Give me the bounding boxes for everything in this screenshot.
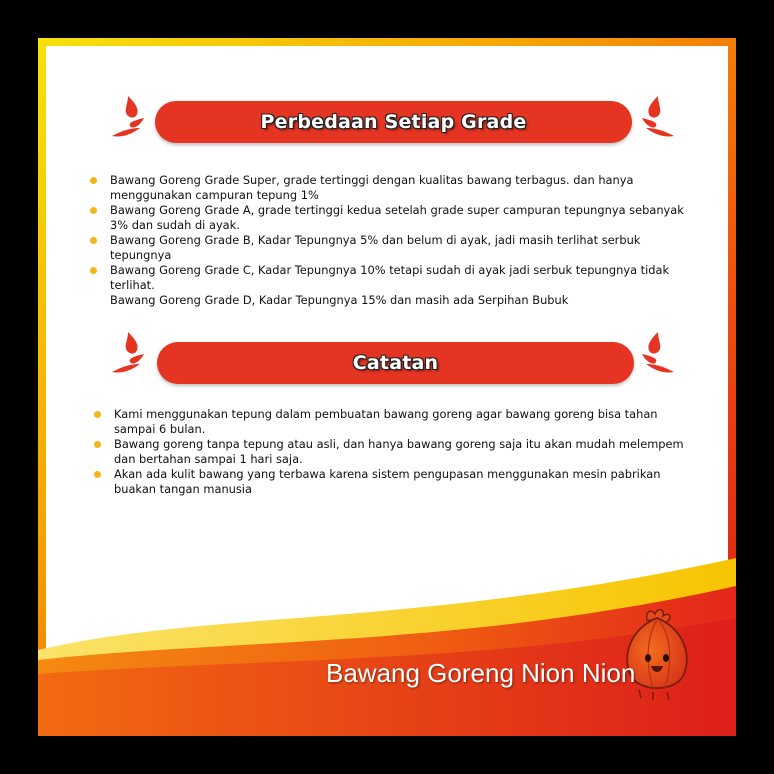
- list-item: Bawang Goreng Grade D, Kadar Tepungnya 15% dan masih ada Serpihan Bubuk: [110, 293, 569, 307]
- bullet-icon: [90, 237, 97, 244]
- section-banner-catatan: [157, 342, 634, 384]
- bullet-icon: [90, 207, 97, 214]
- splash-icon: [640, 330, 680, 384]
- list-item: Bawang Goreng Grade Super, grade tertinggi dengan kualitas bawang terbagus. dan hanya menggunakan campuran tepung 1%: [110, 173, 700, 203]
- bullet-icon: [94, 471, 101, 478]
- section-banner-grade: [155, 101, 632, 143]
- section-title-catatan: Catatan: [352, 352, 439, 374]
- grade-list: [110, 173, 700, 308]
- list-item: Akan ada kulit bawang yang terbawa karena sistem pengupasan menggunakan mesin pabrikan buakan tangan manusia: [114, 467, 694, 497]
- list-item: Bawang Goreng Grade A, grade tertinggi kedua setelah grade super campuran tepungnya sebanyak 3% dan sudah di ayak.: [110, 203, 700, 233]
- bullet-icon: [94, 411, 101, 418]
- splash-icon: [106, 330, 146, 384]
- bullet-icon: [90, 177, 97, 184]
- brand-name: Bawang Goreng Nion Nion: [326, 658, 636, 688]
- list-item: Bawang goreng tanpa tepung atau asli, dan hanya bawang goreng saja itu akan mudah melempem dan bertahan sampai 1 hari saja.: [114, 437, 694, 467]
- list-item: Kami menggunakan tepung dalam pembuatan bawang goreng agar bawang goreng bisa tahan sampai 6 bulan.: [114, 407, 694, 437]
- list-item: Bawang Goreng Grade C, Kadar Tepungnya 10% tetapi sudah di ayak jadi serbuk tepungnya tidak terlihat.: [110, 263, 700, 293]
- catatan-list: [114, 407, 694, 497]
- splash-icon: [106, 94, 146, 148]
- section-title-grade: Perbedaan Setiap Grade: [260, 111, 527, 133]
- bullet-icon: [94, 441, 101, 448]
- bullet-icon: [90, 267, 97, 274]
- splash-icon: [640, 94, 680, 148]
- list-item: Bawang Goreng Grade B, Kadar Tepungnya 5% dan belum di ayak, jadi masih terlihat serbuk tepungnya: [110, 233, 700, 263]
